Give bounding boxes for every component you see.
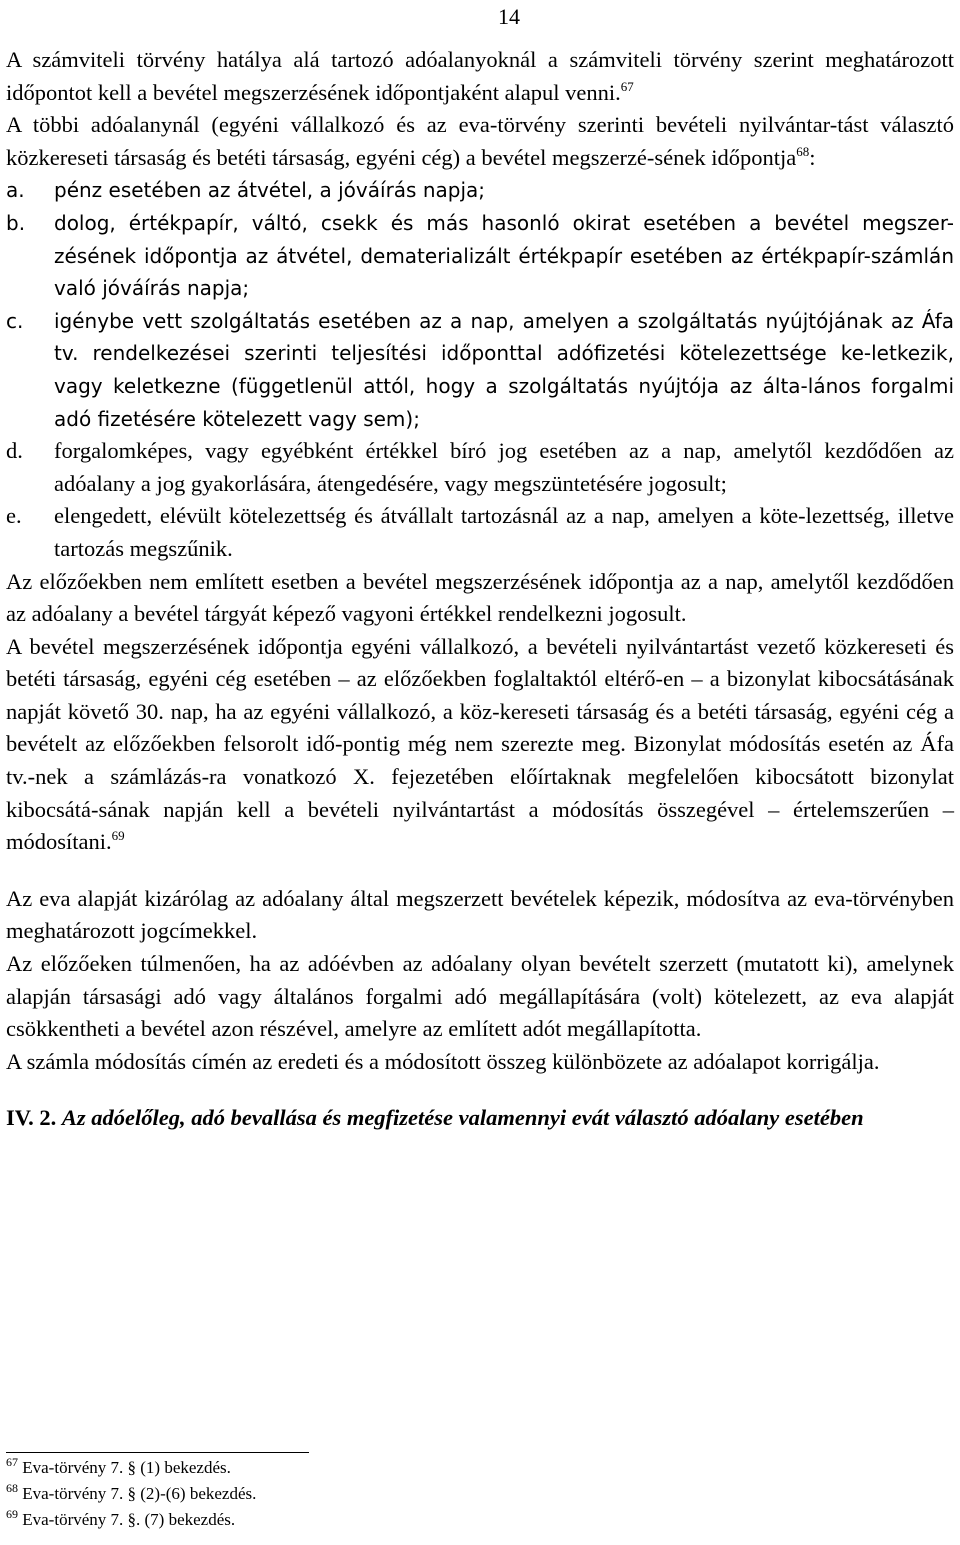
paragraph-text: A bevétel megszerzésének időpontja egyéni vállalkozó, a bevételi nyilvántartást vezető közkereseti és betéti társaság, egyéni cég esetében – az előzőekben foglaltaktól eltérő-en – a bizonylat kibocsátásának napját követő 30. nap, ha az egyéni vállalkozó, a köz-kereseti társaság és a betéti társaság, egyéni cég a bevételt az előzőekben felsorolt idő-pontig még nem szerezte meg. Bizonylat módosítás esetén az Áfa tv.-nek a számlázás-ra vonatkozó X. fejezetében előírtaknak megfelelően kibocsátott bizonylat kibocsátá-sának napján kell a bevételi nyilvántartást a módosítás összegével – értelemszerűen – módosítani. <box>6 633 954 855</box>
footnotes <box>6 1452 946 1533</box>
footnote-text: Eva-törvény 7. § (2)-(6) bekezdés. <box>22 1484 257 1503</box>
revenue-timing-list <box>6 174 954 565</box>
paragraph-text: A számviteli törvény hatálya alá tartozó adóalanyoknál a számviteli törvény szerint meghatározott időpontot kell a bevétel megszerzésének időpontjaként alapul venni. <box>6 47 954 105</box>
footnote-69 <box>6 1507 946 1533</box>
footnote-text: Eva-törvény 7. §. (7) bekezdés. <box>22 1510 236 1529</box>
paragraph-reduction: Az előzőeken túlmenően, ha az adóévben az adóalany olyan bevételt szerzett (mutatott ki), amelynek alapján társasági adó vagy általános forgalmi adó megállapítására (volt) kötelezett, az eva alapját csökkentheti a bevétel azon részével, amelyre az említett adót megállapította. <box>6 951 954 1042</box>
list-marker: c. <box>6 308 24 333</box>
document-body <box>6 44 954 1135</box>
section-number: IV. 2. <box>6 1105 57 1131</box>
paragraph-other-cases: Az előzőekben nem említett esetben a bevétel megszerzésének időpontja az a nap, amelytől kezdődően az adóalany a bevétel tárgyát képező vagyoni értékkel rendelkezni jogosult. <box>6 568 954 627</box>
footnote-number: 67 <box>6 1455 18 1469</box>
colon: : <box>809 144 816 170</box>
section-heading <box>6 1102 954 1135</box>
footnote-text: Eva-törvény 7. § (1) bekezdés. <box>22 1458 231 1477</box>
list-item-text: dolog, értékpapír, váltó, csekk és más hasonló okirat esetében a bevétel megszer-zésének időpontja az átvétel, dematerializált értékpapír esetében az értékpapír-számlán való jóváírás napja; <box>54 210 954 301</box>
list-marker: a. <box>6 178 25 203</box>
footnote-68 <box>6 1481 946 1507</box>
footnote-ref-68: 68 <box>796 143 810 159</box>
paragraph-sole-trader-timing <box>6 631 954 859</box>
section-title: Az adóelőleg, adó bevallása és megfizetése valamennyi evát választó adóalany esetében <box>61 1105 864 1131</box>
page-number: 14 <box>498 4 520 29</box>
spacer <box>6 1078 954 1102</box>
list-item <box>6 174 954 207</box>
list-marker: b. <box>6 210 26 235</box>
spacer <box>6 859 954 883</box>
list-item <box>6 207 954 305</box>
footnote-divider <box>6 1452 309 1453</box>
footnote-67 <box>6 1455 946 1481</box>
paragraph-invoice-modification: A számla módosítás címén az eredeti és a módosított összeg különbözete az adóalapot korrigálja. <box>6 1048 880 1074</box>
paragraph-accounting-law <box>6 44 954 109</box>
list-marker: e. <box>6 503 22 529</box>
list-item <box>6 435 954 500</box>
paragraph-text: A többi adóalanynál (egyéni vállalkozó és az eva-törvény szerinti bevételi nyilvántar-tást választó közkereseti társaság és betéti társaság, egyéni cég) a bevétel megszerzé-sének időpontja <box>6 112 954 170</box>
list-item-text: elengedett, elévült kötelezettség és átvállalt tartozásnál az a nap, amelyen a köte-lezettség, illetve tartozás megszűnik. <box>54 503 954 561</box>
list-marker: d. <box>6 438 23 464</box>
list-item-text: pénz esetében az átvétel, a jóváírás napja; <box>54 178 485 203</box>
list-item-text: forgalomképes, vagy egyébként értékkel bíró jog esetében az a nap, amelytől kezdődően az adóalany a jog gyakorlására, átengedésére, vagy megszüntetésére jogosult; <box>54 438 954 496</box>
list-item <box>6 305 954 435</box>
footnote-ref-67: 67 <box>620 78 634 94</box>
list-item <box>6 500 954 565</box>
footnote-ref-69: 69 <box>111 828 125 844</box>
footnote-number: 68 <box>6 1481 18 1495</box>
footnote-number: 69 <box>6 1507 18 1521</box>
paragraph-other-taxpayers <box>6 109 954 174</box>
paragraph-eva-base: Az eva alapját kizárólag az adóalany által megszerzett bevételek képezik, módosítva az eva-törvényben meghatározott jogcímekkel. <box>6 885 954 944</box>
list-item-text: igénybe vett szolgáltatás esetében az a nap, amelyen a szolgáltatás nyújtójának az Áfa tv. rendelkezései szerinti teljesítési időponttal adófizetési kötelezettsége ke-letkezik, vagy keletkezne (függetlenül attól, hogy a szolgáltatás nyújtója az álta-lános forgalmi adó fizetésére kötelezett vagy sem); <box>54 308 954 431</box>
